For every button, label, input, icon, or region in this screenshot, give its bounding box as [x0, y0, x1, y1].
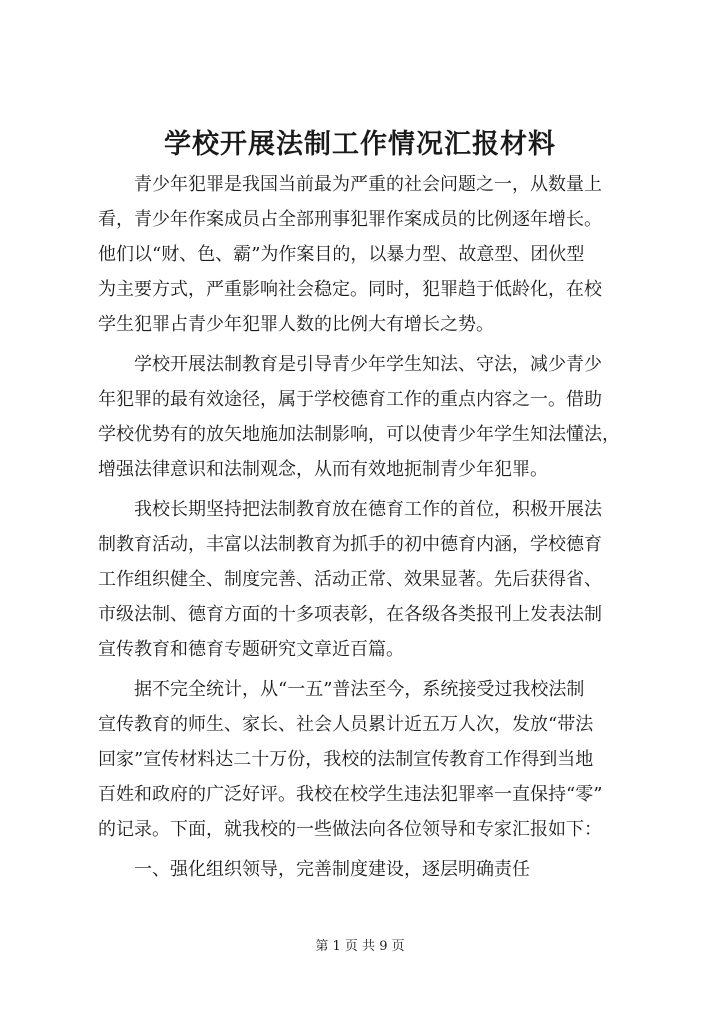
section-heading: 一、强化组织领导，完善制度建设，逐层明确责任 — [98, 859, 530, 880]
text-line: 学校开展法制教育是引导青少年学生知法、守法，减少青少 — [98, 354, 602, 375]
text-line: 我校长期坚持把法制教育放在德育工作的首位，积极开展法 — [98, 499, 602, 520]
text-line: 工作组织健全、制度完善、活动正常、效果显著。先后获得省、 — [98, 569, 602, 590]
text-line: 市级法制、德育方面的十多项表彰，在各级各类报刊上发表法制 — [98, 604, 602, 625]
text-line: 据不完全统计，从“一五”普法至今，系统接受过我校法制 — [98, 679, 585, 700]
text-line: 为主要方式，严重影响社会稳定。同时，犯罪趋于低龄化，在校 — [98, 279, 602, 300]
text-line: 百姓和政府的广泛好评。我校在校学生违法犯罪率一直保持“零” — [98, 784, 603, 805]
text-line: 宣传教育的师生、家长、社会人员累计近五万人次，发放“带法 — [98, 714, 594, 735]
text-line: 看，青少年作案成员占全部刑事犯罪作案成员的比例逐年增长。 — [98, 209, 602, 230]
text-line: 学生犯罪占青少年犯罪人数的比例大有增长之势。 — [98, 314, 494, 335]
text-line: 宣传教育和德育专题研究文章近百篇。 — [98, 639, 404, 660]
text-line: 的记录。下面，就我校的一些做法向各位领导和专家汇报如下： — [98, 819, 602, 840]
text-line: 制教育活动，丰富以法制教育为抓手的初中德育内涵，学校德育 — [98, 534, 602, 555]
text-line: 青少年犯罪是我国当前最为严重的社会问题之一，从数量上 — [98, 174, 602, 195]
text-line: 回家”宣传材料达二十万份，我校的法制宣传教育工作得到当地 — [98, 749, 594, 770]
text-line: 年犯罪的最有效途径，属于学校德育工作的重点内容之一。借助 — [98, 389, 602, 410]
text-line: 增强法律意识和法制观念，从而有效地扼制青少年犯罪。 — [98, 459, 548, 480]
text-line: 他们以“财、色、霸”为作案目的，以暴力型、故意型、团伙型 — [98, 244, 585, 265]
page-footer: 第 1 页 共 9 页 — [315, 939, 405, 954]
document-title: 学校开展法制工作情况汇报材料 — [164, 129, 556, 160]
text-line: 学校优势有的放矢地施加法制影响，可以使青少年学生知法懂法， — [98, 424, 620, 445]
